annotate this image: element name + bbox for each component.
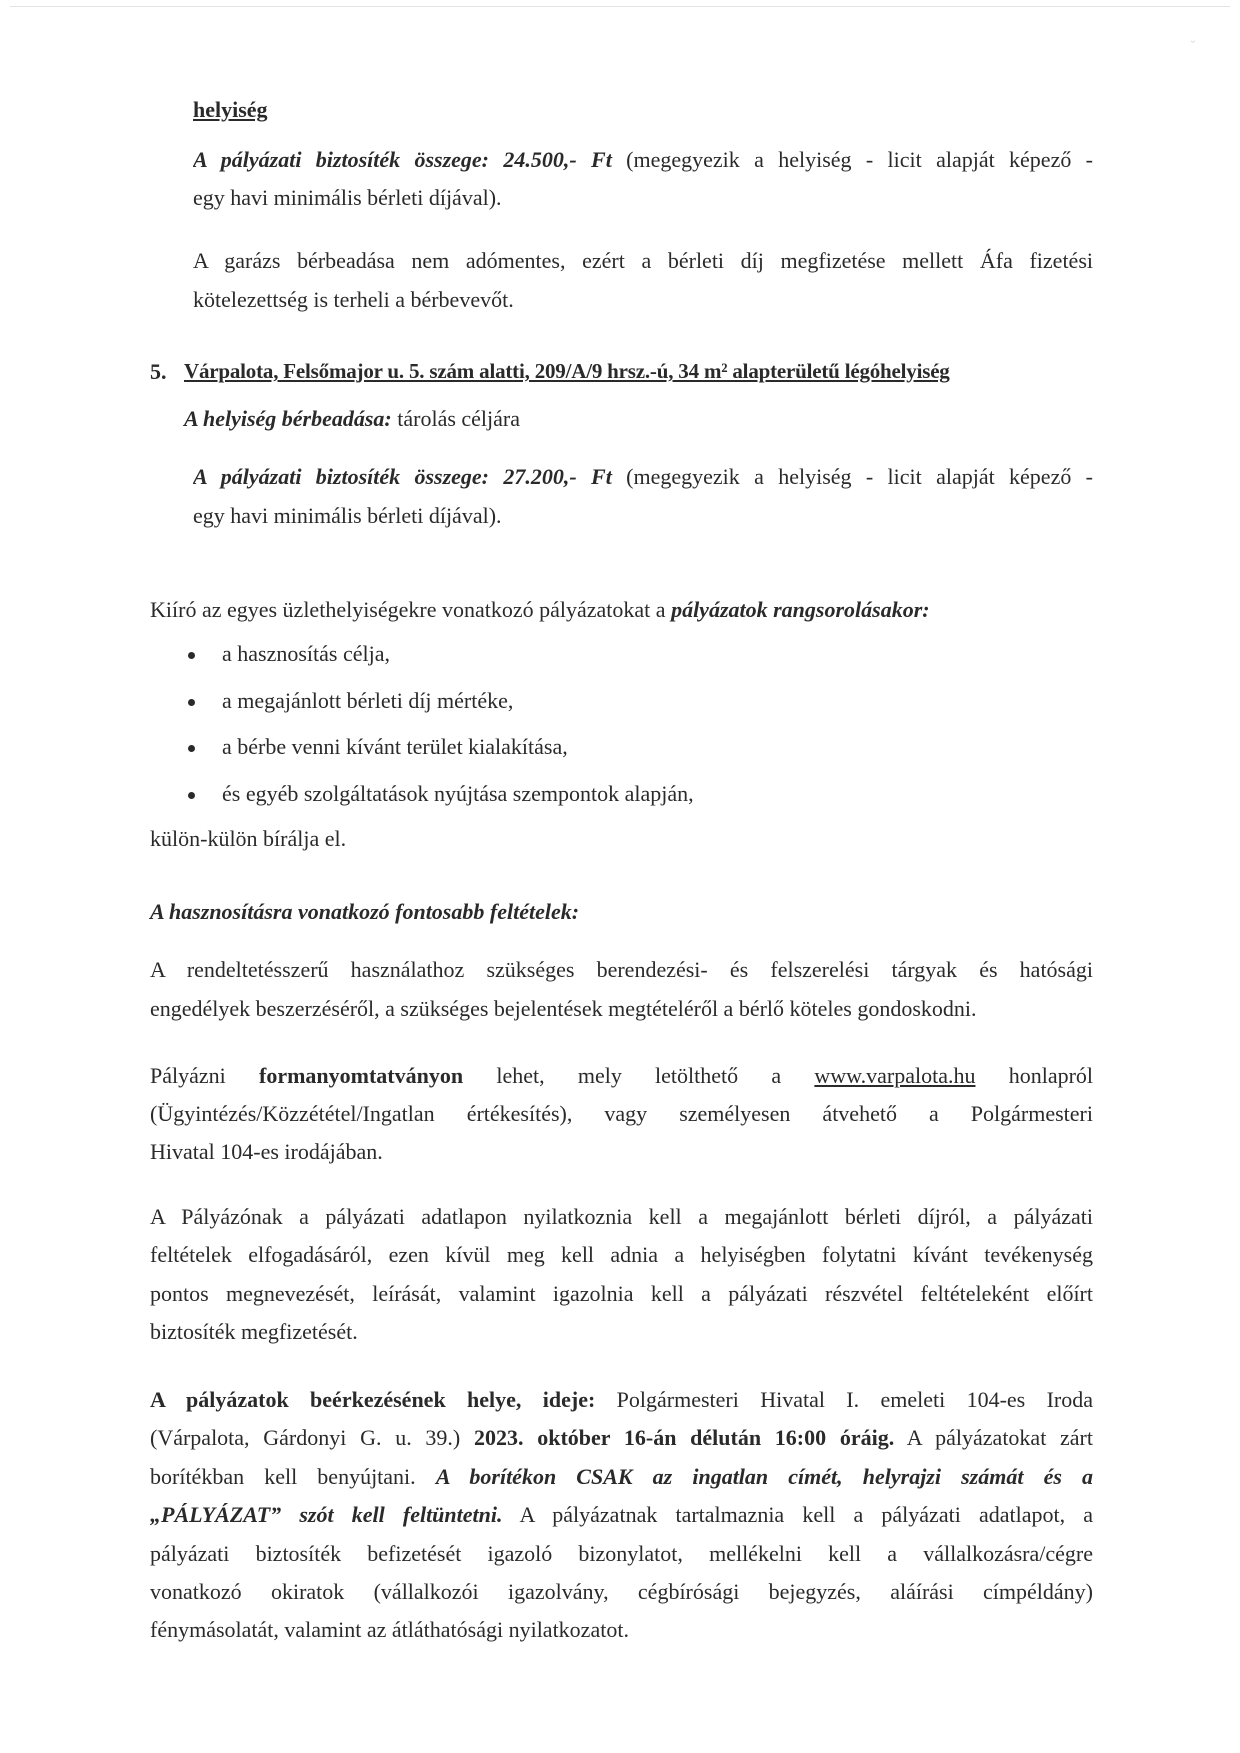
conditions-para1-line1: A rendeltetésszerű használathoz szükséges berendezési- és felszerelési tárgyak és hatósági [150, 957, 1093, 982]
submission-sealed: A pályázatokat zárt [906, 1425, 1093, 1450]
ranking-intro-text: Kiíró az egyes üzlethelyiségekre vonatkozó pályázatokat a [150, 597, 666, 622]
form-line-2: (Ügyintézés/Közzététel/Ingatlan értékesítés), vagy személyesen átvehető a Polgármesteri [150, 1101, 1093, 1126]
declaration-line-4: biztosíték megfizetését. [150, 1319, 358, 1344]
criteria-item: és egyéb szolgáltatások nyújtása szempontok alapján, [222, 781, 694, 806]
declaration-line-1: A Pályázónak a pályázati adatlapon nyilatkoznia kell a megajánlott bérleti díjról, a pályázati [150, 1204, 1093, 1229]
submission-line-2 [150, 1425, 1093, 1453]
form-mid: lehet, mely letölthető a [496, 1063, 782, 1088]
submission-line-7: fénymásolatát, valamint az átláthatósági nyilatkozatot. [150, 1617, 629, 1642]
scan-edge [10, 6, 1230, 7]
conditions-para1-line2: engedélyek beszerzéséről, a szükséges bejelentések megtételéről a bérlő köteles gondoskodni. [150, 996, 977, 1021]
form-bold: formanyomtatványon [259, 1063, 464, 1088]
section5-heading: Várpalota, Felsőmajor u. 5. szám alatti, 209/A/9 hrsz.-ú, 34 m² alapterületű légóhelyiség [184, 359, 950, 383]
website-link[interactable]: www.varpalota.hu [814, 1063, 976, 1088]
submission-line-6: vonatkozó okiratok (vállalkozói igazolvány, cégbírósági bejegyzés, aláírási címpéldány) [150, 1579, 1093, 1604]
ranking-intro-emphasis: pályázatok rangsorolásakor: [671, 597, 930, 622]
form-line-1 [150, 1063, 1093, 1091]
submission-contents: A pályázatnak tartalmaznia kell a pályázati adatlapot, a [519, 1502, 1093, 1527]
ranking-closing: külön-külön bírálja el. [150, 826, 347, 851]
submission-label: A pályázatok beérkezésének helye, ideje: [150, 1387, 596, 1412]
criteria-item: a bérbe venni kívánt terület kialakítása, [222, 734, 568, 759]
section5-number: 5. [150, 359, 167, 384]
section4-deposit-note-2: egy havi minimális bérleti díjával). [193, 185, 502, 210]
form-post: honlapról [1008, 1063, 1093, 1088]
criteria-item: a megajánlott bérleti díj mértéke, [222, 688, 514, 713]
deposit-note: (megegyezik a helyiség - licit alapját képező - [626, 147, 1093, 172]
bullet-icon [188, 745, 195, 752]
deposit-note: (megegyezik a helyiség - licit alapját képező - [626, 464, 1093, 489]
section4-vat-line-1: A garázs bérbeadása nem adómentes, ezért a bérleti díj megfizetése mellett Áfa fizetési [193, 248, 1093, 273]
section5-deposit-note-2: egy havi minimális bérleti díjával). [193, 503, 502, 528]
section5-purpose [184, 406, 520, 432]
submission-address: (Várpalota, Gárdonyi G. u. 39.) [150, 1425, 461, 1450]
bullet-icon [188, 792, 195, 799]
submission-line-1 [150, 1387, 1093, 1415]
conditions-heading: A hasznosításra vonatkozó fontosabb feltételek: [150, 899, 580, 924]
submission-envelope-warning-end: „PÁLYÁZAT” szót kell feltüntetni. [150, 1502, 503, 1527]
submission-line-5: pályázati biztosíték befizetését igazoló bizonylatot, mellékelni kell a vállalkozásra/cégre [150, 1541, 1093, 1566]
bullet-icon [188, 699, 195, 706]
submission-envelope: borítékban kell benyújtani. [150, 1464, 416, 1489]
deposit-amount: 27.200,- Ft [503, 464, 612, 489]
declaration-line-2: feltételek elfogadásáról, ezen kívül meg kell adnia a helyiségben folytatni kívánt tevékenység [150, 1242, 1093, 1267]
scan-mark: ᵕ [1191, 38, 1196, 49]
form-line-3: Hivatal 104-es irodájában. [150, 1139, 383, 1164]
ranking-intro [150, 597, 930, 623]
form-pre: Pályázni [150, 1063, 226, 1088]
section4-heading-end: helyiség [193, 97, 268, 122]
criteria-item: a hasznosítás célja, [222, 641, 390, 666]
bullet-icon [188, 652, 195, 659]
submission-line-4 [150, 1502, 1093, 1530]
deposit-label: A pályázati biztosíték összege: [193, 147, 490, 172]
submission-line-3 [150, 1464, 1093, 1492]
deposit-label: A pályázati biztosíték összege: [193, 464, 490, 489]
section4-deposit-line [193, 147, 1093, 175]
section5-deposit-line [193, 464, 1093, 492]
section4-vat-line-2: kötelezettség is terheli a bérbevevőt. [193, 287, 514, 312]
submission-place: Polgármesteri Hivatal I. emeleti 104-es Iroda [616, 1387, 1093, 1412]
submission-deadline: 2023. október 16-án délután 16:00 óráig. [474, 1425, 895, 1450]
deposit-amount: 24.500,- Ft [503, 147, 612, 172]
submission-envelope-warning: A borítékon CSAK az ingatlan címét, helyrajzi számát és a [435, 1464, 1093, 1489]
purpose-label: A helyiség bérbeadása: [184, 406, 392, 431]
declaration-line-3: pontos megnevezését, leírását, valamint igazolnia kell a pályázati részvétel feltételeként előírt [150, 1281, 1093, 1306]
purpose-value: tárolás céljára [397, 406, 521, 431]
